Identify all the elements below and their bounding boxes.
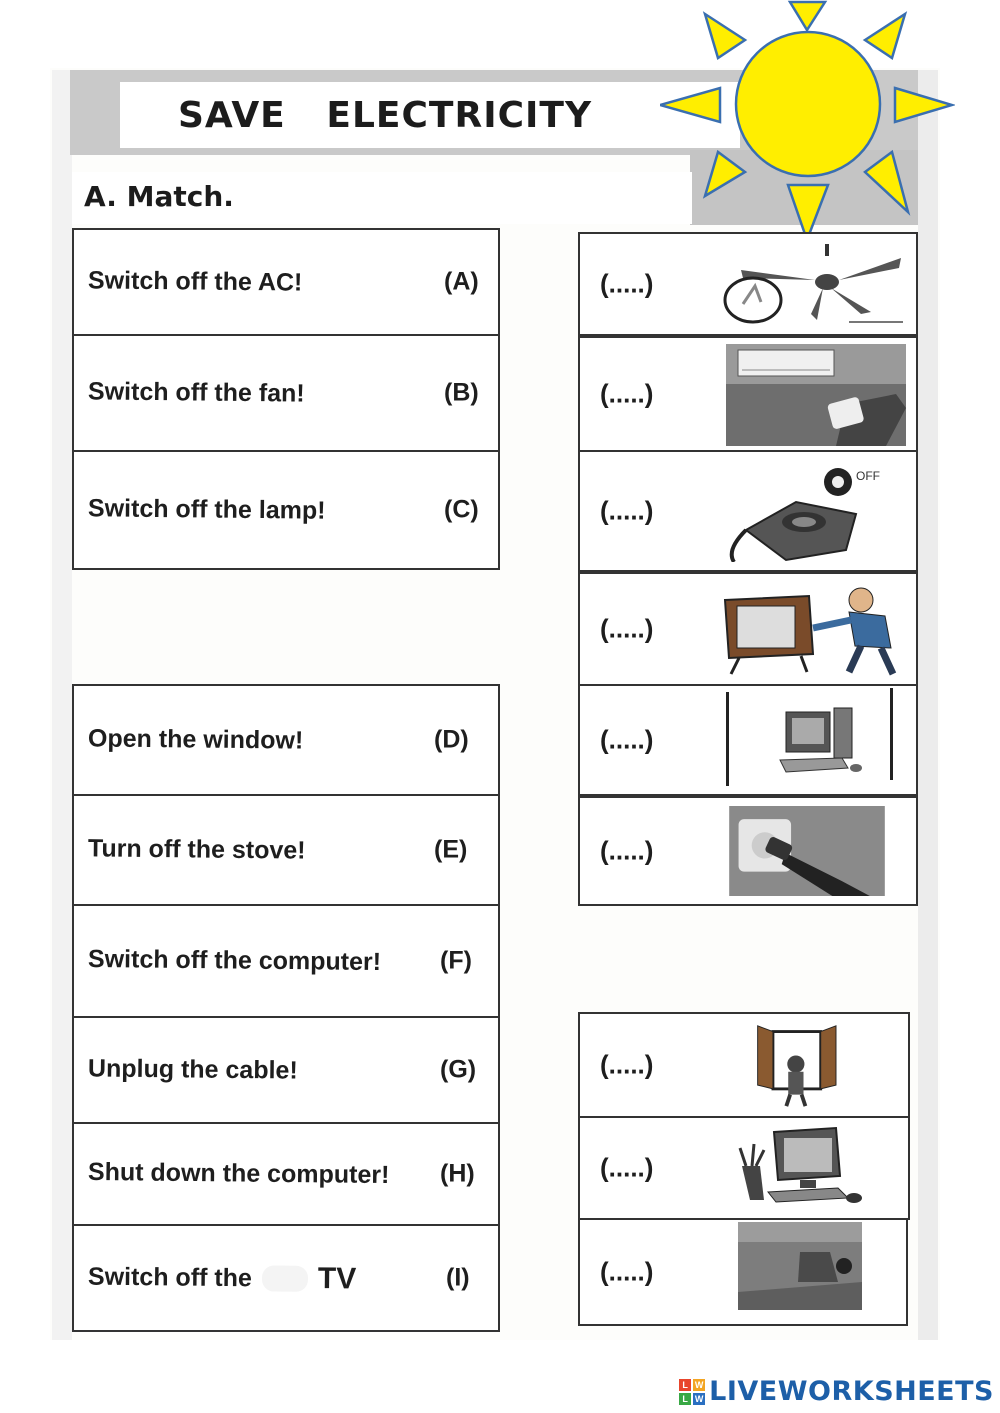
phrase-text: Switch off the: [87, 1262, 253, 1292]
footer-branding: [679, 1376, 994, 1407]
phrase-letter: (A): [444, 267, 479, 296]
answer-box-2: [578, 336, 918, 452]
phrase-box-g: [72, 1016, 500, 1124]
phrase-box-b: [72, 334, 500, 452]
phrase-box-i: [72, 1224, 500, 1332]
air-conditioner-remote-icon: [726, 344, 906, 446]
phrase-letter: (B): [444, 378, 479, 407]
phrase-text: Turn off the stove!: [87, 834, 306, 865]
phrase-text: Switch off the AC!: [87, 266, 303, 297]
answer-blank[interactable]: (.....): [600, 495, 654, 526]
section-heading: A. Match.: [84, 180, 234, 213]
divider-line: [890, 688, 893, 780]
title-banner: [120, 82, 740, 148]
sun-icon: [660, 0, 955, 240]
plug-in-socket-icon: [724, 806, 890, 896]
phrase-letter: (H): [440, 1159, 475, 1188]
answer-blank[interactable]: (.....): [600, 724, 654, 755]
scan-shadow-right: [918, 70, 938, 1340]
phrase-text: Switch off the computer!: [87, 944, 382, 977]
answer-blank[interactable]: (.....): [600, 1049, 654, 1080]
answer-blank[interactable]: (.....): [600, 835, 654, 866]
answer-blank[interactable]: (.....): [600, 1256, 654, 1287]
answer-box-9: [578, 1218, 908, 1326]
phrase-letter: (G): [440, 1055, 477, 1084]
phrase-box-h: [72, 1122, 500, 1226]
lamp-room-icon: [738, 1222, 862, 1310]
answer-box-4: [578, 572, 918, 686]
open-window-icon: [738, 1022, 848, 1108]
answer-blank[interactable]: (.....): [600, 1152, 654, 1183]
phrase-text: Unplug the cable!: [87, 1054, 298, 1085]
phrase-letter: (D): [434, 725, 469, 754]
phrase-letter: (I): [446, 1263, 470, 1292]
answer-box-7: [578, 1012, 910, 1118]
desktop-computer-icon: [756, 694, 876, 786]
answer-box-3: [578, 450, 918, 572]
answer-box-8: [578, 1116, 910, 1220]
phrase-letter: (E): [434, 835, 468, 864]
answer-blank[interactable]: (.....): [600, 268, 654, 299]
phrase-word-tv: TV: [317, 1262, 357, 1296]
man-with-tv-icon: [721, 582, 906, 676]
phrase-letter: (C): [444, 495, 479, 524]
phrase-text: Shut down the computer!: [87, 1157, 390, 1190]
answer-blank[interactable]: (.....): [600, 378, 654, 409]
scan-shadow-left: [52, 70, 72, 1340]
phrase-text: Open the window!: [87, 724, 304, 755]
divider-line: [726, 692, 729, 786]
phrase-box-f: [72, 904, 500, 1018]
phrase-text-wrap: [88, 1260, 357, 1297]
answer-blank[interactable]: (.....): [600, 613, 654, 644]
worksheet-title: SAVE ELECTRICITY: [177, 94, 593, 136]
stove-off-knob-icon: [726, 460, 906, 562]
phrase-text: Switch off the fan!: [87, 377, 305, 408]
ceiling-fan-icon: [721, 242, 906, 326]
phrase-text: Switch off the lamp!: [87, 494, 326, 525]
answer-box-5: [578, 684, 918, 796]
answer-box-6: [578, 796, 918, 906]
computer-desk-icon: [738, 1126, 868, 1210]
phrase-letter: (F): [440, 946, 472, 975]
phrase-box-d: [72, 684, 500, 796]
answer-box-1: [578, 232, 918, 336]
erased-word-blot: [262, 1265, 308, 1291]
phrase-box-a: [72, 228, 500, 336]
brand-name[interactable]: LIVEWORKSHEETS: [709, 1376, 994, 1407]
liveworksheets-logo-icon: L W L W: [679, 1379, 705, 1405]
phrase-box-e: [72, 794, 500, 906]
off-badge: OFF: [856, 469, 880, 483]
phrase-box-c: [72, 450, 500, 570]
